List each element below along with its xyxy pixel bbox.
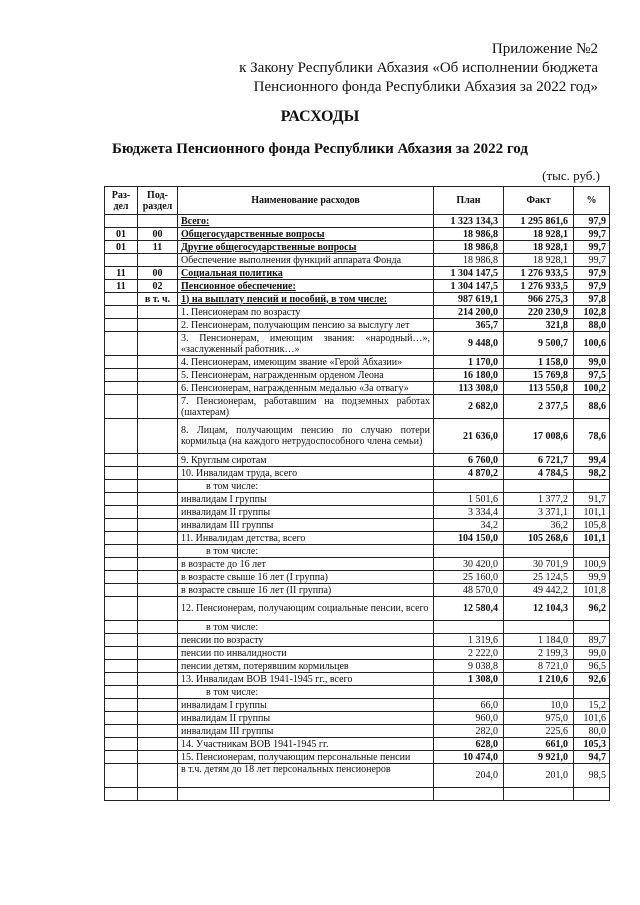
table-row	[105, 467, 610, 480]
row-subsection	[138, 419, 178, 454]
row-percent: 91,7	[574, 493, 610, 506]
row-plan: 6 760,0	[434, 454, 504, 467]
table-row	[105, 699, 610, 712]
row-section	[105, 751, 138, 764]
row-section	[105, 467, 138, 480]
row-percent: 96,5	[574, 660, 610, 673]
row-name: 6. Пенсионерам, награжденным медалью «За отвагу»	[178, 382, 434, 395]
table-row	[105, 738, 610, 751]
table-row	[105, 369, 610, 382]
row-fact: 220 230,9	[504, 306, 574, 319]
row-section	[105, 712, 138, 725]
row-name: 15. Пенсионерам, получающим персональные пенсии	[178, 751, 434, 764]
row-subsection	[138, 621, 178, 634]
row-percent: 101,1	[574, 506, 610, 519]
table-row	[105, 228, 610, 241]
row-percent: 88,0	[574, 319, 610, 332]
row-subsection	[138, 738, 178, 751]
table-row	[105, 306, 610, 319]
row-name: пенсии детям, потерявшим кормильцев	[178, 660, 434, 673]
table-row	[105, 647, 610, 660]
row-plan: 16 180,0	[434, 369, 504, 382]
row-percent: 78,6	[574, 419, 610, 454]
row-plan: 113 308,0	[434, 382, 504, 395]
row-name: в том числе:	[178, 686, 434, 699]
row-fact: 10,0	[504, 699, 574, 712]
row-percent: 99,7	[574, 228, 610, 241]
row-plan: 1 304 147,5	[434, 267, 504, 280]
row-name: 13. Инвалидам ВОВ 1941-1945 гг., всего	[178, 673, 434, 686]
row-subsection: в т. ч.	[138, 293, 178, 306]
row-percent: 102,8	[574, 306, 610, 319]
row-percent: 89,7	[574, 634, 610, 647]
row-percent: 105,8	[574, 519, 610, 532]
row-subsection	[138, 584, 178, 597]
table-header-row	[105, 187, 610, 215]
row-plan: 48 570,0	[434, 584, 504, 597]
row-fact: 975,0	[504, 712, 574, 725]
row-name: Общегосударственные вопросы	[178, 228, 434, 241]
row-section	[105, 215, 138, 228]
row-name: 5. Пенсионерам, награжденным орденом Леона	[178, 369, 434, 382]
row-subsection: 02	[138, 280, 178, 293]
row-subsection: 00	[138, 228, 178, 241]
row-fact: 1 276 933,5	[504, 267, 574, 280]
row-section	[105, 519, 138, 532]
row-percent: 105,3	[574, 738, 610, 751]
row-percent: 92,6	[574, 673, 610, 686]
expenses-table	[104, 186, 610, 801]
row-name: 1) на выплату пенсий и пособий, в том числе:	[178, 293, 434, 306]
row-plan: 18 986,8	[434, 228, 504, 241]
row-plan	[434, 621, 504, 634]
row-subsection	[138, 545, 178, 558]
row-name: Социальная политика	[178, 267, 434, 280]
row-name: 1. Пенсионерам по возрасту	[178, 306, 434, 319]
row-percent: 101,1	[574, 532, 610, 545]
header-section: Раз-дел	[105, 187, 138, 215]
table-row	[105, 634, 610, 647]
row-subsection	[138, 467, 178, 480]
row-section	[105, 419, 138, 454]
table-row	[105, 241, 610, 254]
row-percent: 97,8	[574, 293, 610, 306]
table-row	[105, 254, 610, 267]
row-subsection	[138, 369, 178, 382]
row-fact: 9 921,0	[504, 751, 574, 764]
row-name: инвалидам I группы	[178, 699, 434, 712]
row-section: 11	[105, 267, 138, 280]
row-subsection: 11	[138, 241, 178, 254]
row-name: 7. Пенсионерам, работавшим на подземных работах (шахтерам)	[178, 395, 434, 419]
row-section	[105, 686, 138, 699]
row-subsection	[138, 254, 178, 267]
row-section	[105, 571, 138, 584]
row-plan: 12 580,4	[434, 597, 504, 621]
row-subsection	[138, 519, 178, 532]
header-plan: План	[434, 187, 504, 215]
row-subsection	[138, 699, 178, 712]
row-percent: 99,7	[574, 241, 610, 254]
row-percent	[574, 545, 610, 558]
page-subtitle: Бюджета Пенсионного фонда Республики Абхазия за 2022 год	[112, 141, 528, 157]
row-plan: 34,2	[434, 519, 504, 532]
row-percent	[574, 788, 610, 801]
row-percent: 96,2	[574, 597, 610, 621]
row-plan	[434, 545, 504, 558]
row-name: Пенсионное обеспечение:	[178, 280, 434, 293]
page-title: РАСХОДЫ	[280, 108, 360, 125]
row-percent: 101,8	[574, 584, 610, 597]
row-percent: 99,4	[574, 454, 610, 467]
row-plan: 18 986,8	[434, 254, 504, 267]
row-subsection	[138, 382, 178, 395]
row-name: Всего:	[178, 215, 434, 228]
header-name: Наименование расходов	[178, 187, 434, 215]
row-subsection	[138, 215, 178, 228]
row-fact: 17 008,6	[504, 419, 574, 454]
row-plan: 1 170,0	[434, 356, 504, 369]
row-percent	[574, 621, 610, 634]
row-percent: 100,6	[574, 332, 610, 356]
row-plan: 282,0	[434, 725, 504, 738]
row-section	[105, 738, 138, 751]
row-plan: 25 160,0	[434, 571, 504, 584]
row-subsection: 00	[138, 267, 178, 280]
row-name: в т.ч. детям до 18 лет персональных пенсионеров	[178, 764, 434, 788]
table-row	[105, 395, 610, 419]
row-percent: 94,7	[574, 751, 610, 764]
table-row	[105, 293, 610, 306]
row-subsection	[138, 571, 178, 584]
row-plan: 2 682,0	[434, 395, 504, 419]
row-section	[105, 356, 138, 369]
row-subsection	[138, 558, 178, 571]
annex-number: Приложение №2	[491, 41, 598, 57]
row-percent: 98,2	[574, 467, 610, 480]
row-percent: 99,7	[574, 254, 610, 267]
row-name: в возрасте свыше 16 лет (I группа)	[178, 571, 434, 584]
row-fact: 1 276 933,5	[504, 280, 574, 293]
row-fact: 1 158,0	[504, 356, 574, 369]
row-fact: 25 124,5	[504, 571, 574, 584]
row-fact: 6 721,7	[504, 454, 574, 467]
row-section	[105, 395, 138, 419]
row-fact: 49 442,2	[504, 584, 574, 597]
row-section	[105, 293, 138, 306]
row-name: инвалидам I группы	[178, 493, 434, 506]
table-row	[105, 597, 610, 621]
row-fact: 18 928,1	[504, 228, 574, 241]
table-row	[105, 571, 610, 584]
table-row	[105, 751, 610, 764]
row-plan: 10 474,0	[434, 751, 504, 764]
row-percent: 88,6	[574, 395, 610, 419]
table-row	[105, 267, 610, 280]
row-subsection	[138, 764, 178, 788]
table-row	[105, 660, 610, 673]
row-subsection	[138, 532, 178, 545]
table-row	[105, 506, 610, 519]
row-section	[105, 332, 138, 356]
row-fact: 113 550,8	[504, 382, 574, 395]
row-subsection	[138, 506, 178, 519]
row-fact: 321,8	[504, 319, 574, 332]
row-subsection	[138, 454, 178, 467]
row-plan	[434, 686, 504, 699]
row-section	[105, 788, 138, 801]
row-name: 14. Участникам ВОВ 1941-1945 гг.	[178, 738, 434, 751]
table-row	[105, 454, 610, 467]
row-name: в возрасте до 16 лет	[178, 558, 434, 571]
row-section	[105, 319, 138, 332]
row-section	[105, 597, 138, 621]
row-plan: 204,0	[434, 764, 504, 788]
row-fact: 661,0	[504, 738, 574, 751]
row-percent: 97,5	[574, 369, 610, 382]
row-percent: 99,9	[574, 571, 610, 584]
row-section	[105, 306, 138, 319]
row-subsection	[138, 597, 178, 621]
row-plan: 104 150,0	[434, 532, 504, 545]
row-subsection	[138, 788, 178, 801]
row-fact: 1 377,2	[504, 493, 574, 506]
row-name: в том числе:	[178, 545, 434, 558]
row-subsection	[138, 712, 178, 725]
table-row	[105, 558, 610, 571]
row-fact: 201,0	[504, 764, 574, 788]
row-name: 10. Инвалидам труда, всего	[178, 467, 434, 480]
row-plan: 9 448,0	[434, 332, 504, 356]
row-name: 2. Пенсионерам, получающим пенсию за выслугу лет	[178, 319, 434, 332]
row-name: в том числе:	[178, 480, 434, 493]
units-label: (тыс. руб.)	[542, 168, 600, 183]
table-row	[105, 725, 610, 738]
row-percent: 99,0	[574, 356, 610, 369]
row-fact: 18 928,1	[504, 241, 574, 254]
row-plan: 21 636,0	[434, 419, 504, 454]
table-row	[105, 215, 610, 228]
row-fact: 8 721,0	[504, 660, 574, 673]
row-percent: 101,6	[574, 712, 610, 725]
table-row	[105, 584, 610, 597]
row-name: 3. Пенсионерам, имеющим звания: «народный…», «заслуженный работник…»	[178, 332, 434, 356]
row-fact: 2 377,5	[504, 395, 574, 419]
table-row	[105, 519, 610, 532]
row-name: инвалидам II группы	[178, 712, 434, 725]
row-plan: 9 038,8	[434, 660, 504, 673]
row-subsection	[138, 660, 178, 673]
row-section	[105, 558, 138, 571]
row-section: 01	[105, 228, 138, 241]
row-fact: 15 769,8	[504, 369, 574, 382]
row-plan: 365,7	[434, 319, 504, 332]
row-percent: 99,0	[574, 647, 610, 660]
row-plan: 1 319,6	[434, 634, 504, 647]
row-fact: 12 104,3	[504, 597, 574, 621]
row-plan: 18 986,8	[434, 241, 504, 254]
table-row	[105, 686, 610, 699]
row-plan: 960,0	[434, 712, 504, 725]
row-name	[178, 788, 434, 801]
row-section	[105, 634, 138, 647]
row-plan	[434, 788, 504, 801]
row-fact: 36,2	[504, 519, 574, 532]
row-name: в возрасте свыше 16 лет (II группа)	[178, 584, 434, 597]
table-row	[105, 332, 610, 356]
table-row	[105, 545, 610, 558]
table-row	[105, 356, 610, 369]
row-section	[105, 506, 138, 519]
header-percent: %	[574, 187, 610, 215]
row-section	[105, 254, 138, 267]
row-plan: 1 501,6	[434, 493, 504, 506]
row-section	[105, 584, 138, 597]
row-plan	[434, 480, 504, 493]
table-row	[105, 419, 610, 454]
row-fact	[504, 480, 574, 493]
row-subsection	[138, 673, 178, 686]
row-name: Другие общегосударственные вопросы	[178, 241, 434, 254]
row-plan: 1 323 134,3	[434, 215, 504, 228]
row-fact: 18 928,1	[504, 254, 574, 267]
row-plan: 3 334,4	[434, 506, 504, 519]
row-subsection	[138, 356, 178, 369]
table-row	[105, 280, 610, 293]
row-fact: 966 275,3	[504, 293, 574, 306]
row-plan: 66,0	[434, 699, 504, 712]
row-plan: 1 304 147,5	[434, 280, 504, 293]
row-fact: 30 701,9	[504, 558, 574, 571]
row-fact: 1 295 861,6	[504, 215, 574, 228]
row-section	[105, 621, 138, 634]
row-section	[105, 647, 138, 660]
row-fact: 3 371,1	[504, 506, 574, 519]
row-subsection	[138, 751, 178, 764]
table-row	[105, 532, 610, 545]
row-section	[105, 660, 138, 673]
row-plan: 2 222,0	[434, 647, 504, 660]
row-section: 01	[105, 241, 138, 254]
row-subsection	[138, 647, 178, 660]
row-section	[105, 454, 138, 467]
row-section	[105, 725, 138, 738]
row-section	[105, 493, 138, 506]
row-section	[105, 532, 138, 545]
row-section	[105, 382, 138, 395]
row-subsection	[138, 725, 178, 738]
row-plan: 4 870,2	[434, 467, 504, 480]
row-fact: 2 199,3	[504, 647, 574, 660]
row-plan: 987 619,1	[434, 293, 504, 306]
row-section	[105, 480, 138, 493]
row-fact	[504, 788, 574, 801]
row-subsection	[138, 319, 178, 332]
row-plan: 1 308,0	[434, 673, 504, 686]
row-percent: 80,0	[574, 725, 610, 738]
row-fact: 1 184,0	[504, 634, 574, 647]
row-fact: 1 210,6	[504, 673, 574, 686]
table-row	[105, 673, 610, 686]
row-fact: 105 268,6	[504, 532, 574, 545]
row-percent	[574, 686, 610, 699]
table-row	[105, 764, 610, 788]
row-name: инвалидам III группы	[178, 725, 434, 738]
row-fact: 225,6	[504, 725, 574, 738]
row-name: 12. Пенсионерам, получающим социальные пенсии, всего	[178, 597, 434, 621]
row-section	[105, 673, 138, 686]
table-row	[105, 382, 610, 395]
table-row	[105, 493, 610, 506]
row-section	[105, 699, 138, 712]
row-section	[105, 764, 138, 788]
annex-law-line: к Закону Республики Абхазия «Об исполнении бюджета	[239, 60, 598, 76]
row-plan: 30 420,0	[434, 558, 504, 571]
row-fact: 9 500,7	[504, 332, 574, 356]
row-subsection	[138, 634, 178, 647]
row-subsection	[138, 332, 178, 356]
table-row	[105, 712, 610, 725]
row-plan: 628,0	[434, 738, 504, 751]
row-name: в том числе:	[178, 621, 434, 634]
row-name: 4. Пенсионерам, имеющим звание «Герой Абхазии»	[178, 356, 434, 369]
row-name: инвалидам II группы	[178, 506, 434, 519]
row-percent: 100,9	[574, 558, 610, 571]
table-row	[105, 788, 610, 801]
row-name: пенсии по инвалидности	[178, 647, 434, 660]
row-name: 11. Инвалидам детства, всего	[178, 532, 434, 545]
row-subsection	[138, 306, 178, 319]
row-fact	[504, 621, 574, 634]
row-fact	[504, 545, 574, 558]
row-subsection	[138, 480, 178, 493]
table-row	[105, 621, 610, 634]
row-fact	[504, 686, 574, 699]
row-section: 11	[105, 280, 138, 293]
row-percent	[574, 480, 610, 493]
row-name: 8. Лицам, получающим пенсию по случаю потери кормильца (на каждого нетрудоспособного члена семьи)	[178, 419, 434, 454]
row-percent: 100,2	[574, 382, 610, 395]
row-section	[105, 369, 138, 382]
row-subsection	[138, 395, 178, 419]
row-fact: 4 784,5	[504, 467, 574, 480]
table-row	[105, 319, 610, 332]
row-percent: 97,9	[574, 280, 610, 293]
row-plan: 214 200,0	[434, 306, 504, 319]
row-percent: 97,9	[574, 215, 610, 228]
row-subsection	[138, 493, 178, 506]
header-subsection: Под-раздел	[138, 187, 178, 215]
row-subsection	[138, 686, 178, 699]
table-body	[105, 215, 610, 801]
row-name: 9. Круглым сиротам	[178, 454, 434, 467]
row-name: инвалидам III группы	[178, 519, 434, 532]
annex-law-line-2: Пенсионного фонда Республики Абхазия за 2022 год»	[253, 79, 598, 95]
annex-header	[239, 40, 598, 97]
row-section	[105, 545, 138, 558]
header-fact: Факт	[504, 187, 574, 215]
table-row	[105, 480, 610, 493]
row-percent: 15,2	[574, 699, 610, 712]
row-percent: 98,5	[574, 764, 610, 788]
row-percent: 97,9	[574, 267, 610, 280]
row-name: Обеспечение выполнения функций аппарата Фонда	[178, 254, 434, 267]
row-name: пенсии по возрасту	[178, 634, 434, 647]
